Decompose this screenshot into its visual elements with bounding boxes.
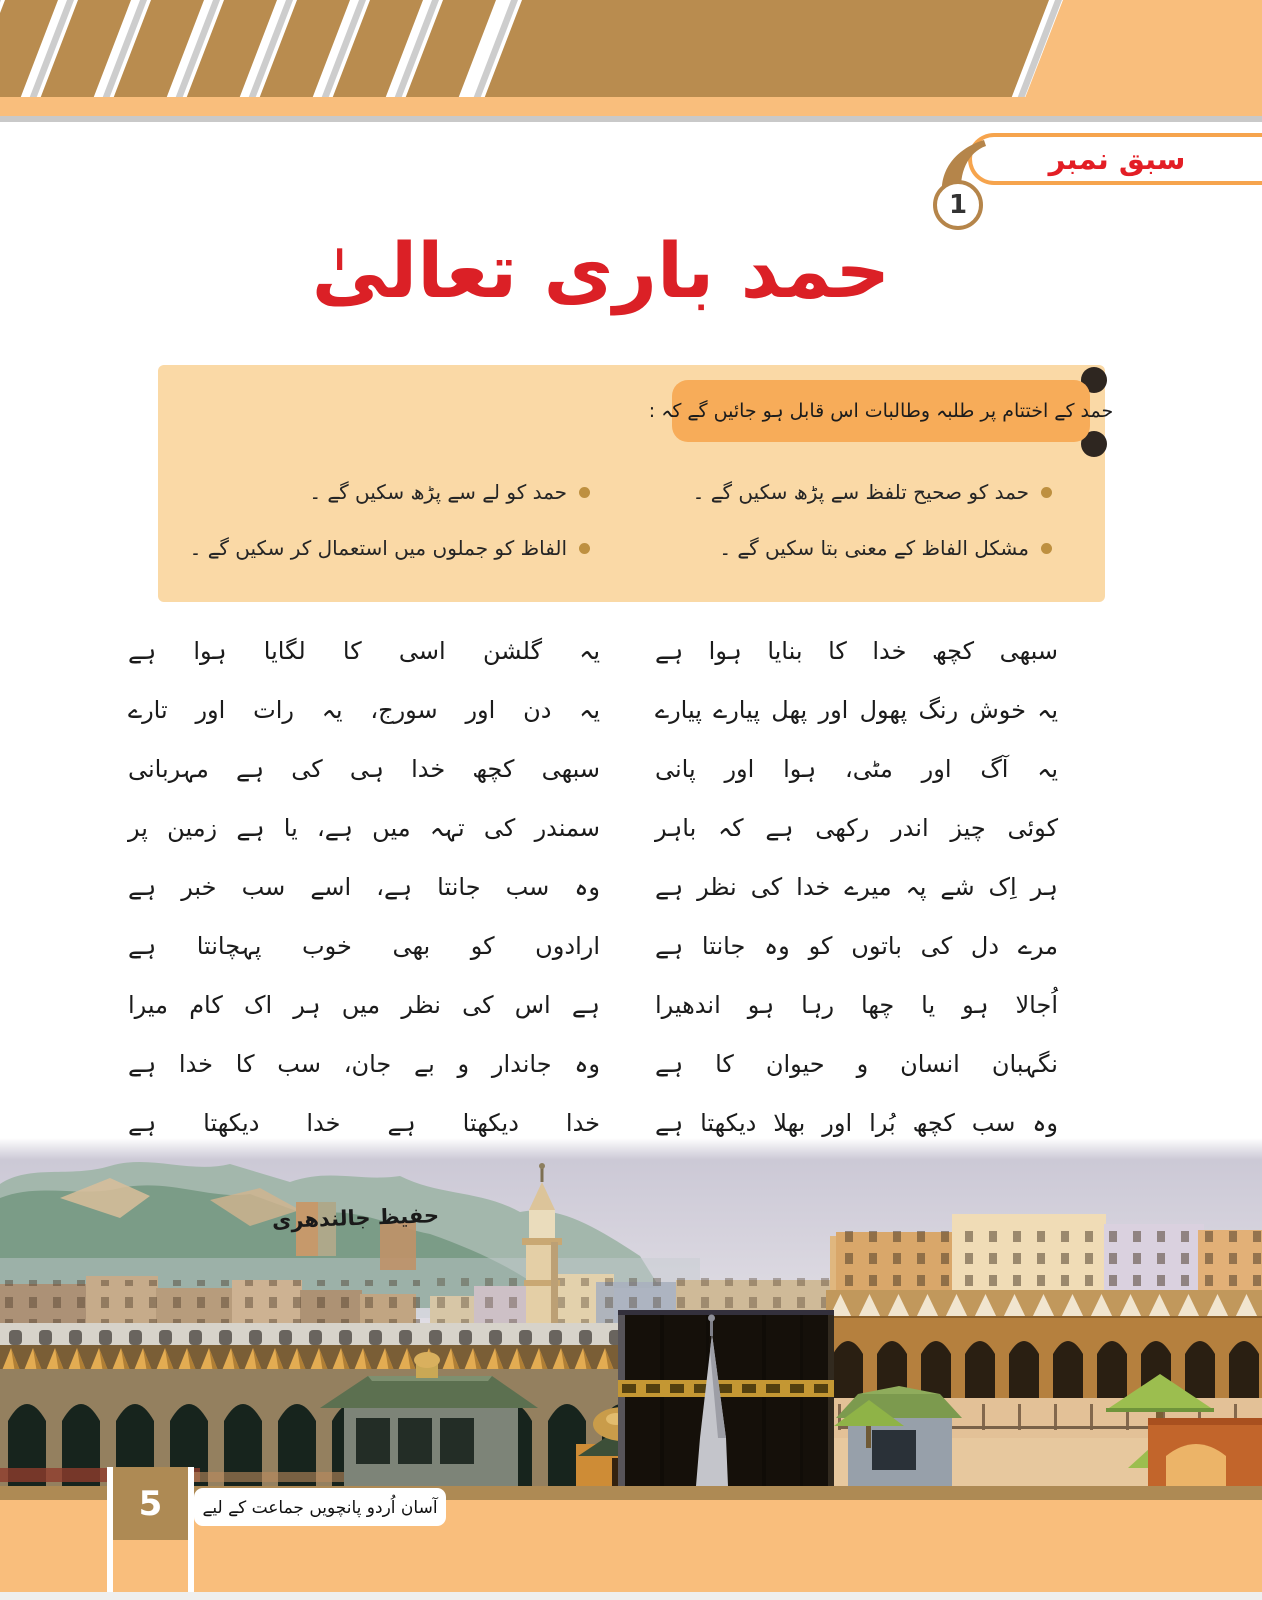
poem-author: حفیظ جالندھری: [271, 1203, 440, 1233]
footer-bottom-edge: [0, 1592, 1262, 1600]
poem-line: مرے دل کی باتوں کو وہ جانتا ہے: [655, 932, 1058, 960]
bullet-icon: [579, 543, 590, 554]
poem-line: یہ آگ اور مٹی، ہوا اور پانی: [655, 755, 1058, 783]
lesson-number-banner: [968, 133, 1262, 185]
footer-book-title: آسان اُردو پانچویں جماعت کے لیے: [194, 1488, 446, 1526]
poem-line: سبھی کچھ خدا ہی کی ہے مہربانی: [128, 755, 600, 783]
poem-line: وہ سب کچھ بُرا اور بھلا دیکھتا ہے: [655, 1109, 1058, 1137]
objective-item: [650, 480, 1052, 504]
poem-line: ہر اِک شے پہ میرے خدا کی نظر ہے: [655, 873, 1058, 901]
page-title: حمد باری تعالیٰ: [311, 226, 891, 315]
poem-line: خدا دیکھتا ہے خدا دیکھتا ہے: [128, 1109, 600, 1137]
objective-item: [165, 480, 590, 504]
header-orange-band: [0, 97, 1262, 116]
poem-line: سبھی کچھ خدا کا بنایا ہوا ہے: [655, 637, 1058, 665]
objective-text: حمد کو صحیح تلفظ سے پڑھ سکیں گے ۔: [692, 480, 1029, 504]
objective-text: حمد کو لے سے پڑھ سکیں گے ۔: [309, 480, 567, 504]
poem-line: نگہبان انسان و حیوان کا ہے: [655, 1050, 1058, 1078]
bullet-icon: [579, 487, 590, 498]
page-number-value: 5: [138, 1483, 163, 1524]
kaaba-painting: [0, 1138, 1262, 1486]
poem-line: یہ خوش رنگ پھول اور پھل پیارے پیارے: [655, 696, 1058, 724]
objective-text: مشکل الفاظ کے معنی بتا سکیں گے ۔: [719, 536, 1029, 560]
bullet-icon: [1041, 487, 1052, 498]
page-number: [113, 1467, 188, 1540]
poem-line: کوئی چیز اندر رکھی ہے کہ باہر: [655, 814, 1058, 842]
poem-line: یہ دن اور سورج، یہ رات اور تارے: [128, 696, 600, 724]
header-stripes: [0, 0, 1262, 97]
poem-line: یہ گلشن اسی کا لگایا ہوا ہے: [128, 637, 600, 665]
poem-column-left: [128, 622, 600, 1153]
poem-line: وہ سب جانتا ہے، اسے سب خبر ہے: [128, 873, 600, 901]
objective-item: [165, 536, 590, 560]
poem-column-right: [655, 622, 1058, 1153]
objective-item: [650, 536, 1052, 560]
header-shadow-line: [0, 116, 1262, 122]
objectives-heading: حمد کے اختتام پر طلبہ وطالبات اس قابل ہو جائیں گے کہ :: [672, 380, 1090, 442]
page-header: [0, 0, 1262, 125]
poem-line: ارادوں کو بھی خوب پہچانتا ہے: [128, 932, 600, 960]
bullet-icon: [1041, 543, 1052, 554]
lesson-number: 1: [948, 190, 968, 220]
footer-divider: [188, 1467, 194, 1592]
poem-line: سمندر کی تہہ میں ہے، یا ہے زمین پر: [128, 814, 600, 842]
lesson-number-circle: [933, 180, 983, 230]
poem-line: وہ جاندار و بے جان، سب کا خدا ہے: [128, 1050, 600, 1078]
poem-line: ہے اس کی نظر میں ہر اک کام میرا: [128, 991, 600, 1019]
objective-text: الفاظ کو جملوں میں استعمال کر سکیں گے ۔: [189, 536, 567, 560]
poem-line: اُجالا ہو یا چھا رہا ہو اندھیرا: [655, 991, 1058, 1019]
lesson-label: سبق نمبر: [1048, 142, 1186, 176]
